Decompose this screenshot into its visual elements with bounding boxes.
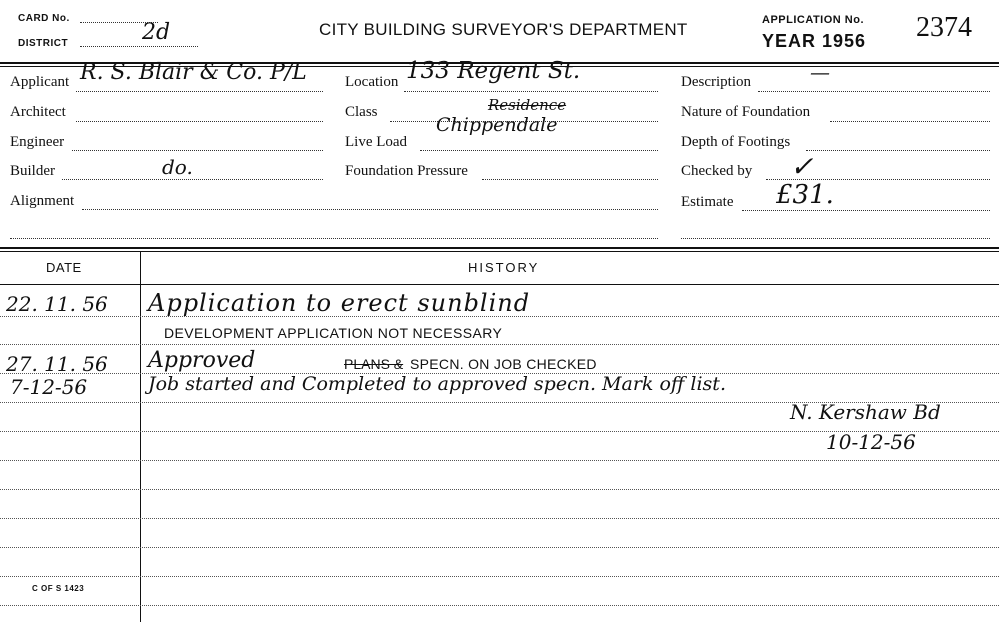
alignment-line bbox=[82, 209, 658, 210]
entry-text-printed: DEVELOPMENT APPLICATION NOT NECESSARY bbox=[164, 325, 503, 341]
description-line bbox=[758, 91, 990, 92]
location-value: 133 Regent St. bbox=[406, 58, 581, 84]
entry-text-struck: PLANS & bbox=[344, 356, 404, 372]
applicant-line bbox=[76, 91, 323, 92]
card-no-label: CARD No. bbox=[18, 13, 70, 24]
form-code: C OF S 1423 bbox=[32, 584, 85, 593]
location-line bbox=[404, 91, 658, 92]
class-value: Chippendale bbox=[436, 114, 558, 136]
estimate-value: £31. bbox=[776, 180, 834, 210]
architect-label: Architect bbox=[10, 104, 66, 120]
application-no-value: 2374 bbox=[916, 12, 972, 43]
builder-label: Builder bbox=[10, 163, 55, 179]
depth-of-footings-label: Depth of Footings bbox=[681, 134, 791, 150]
history-line bbox=[0, 576, 999, 577]
alignment-label: Alignment bbox=[10, 193, 75, 209]
history-line bbox=[0, 547, 999, 548]
estimate-line bbox=[742, 210, 990, 211]
description-value: — bbox=[810, 60, 830, 84]
date-header: DATE bbox=[46, 260, 82, 275]
history-header: HISTORY bbox=[468, 260, 540, 275]
class-value-struck: Residence bbox=[488, 96, 567, 114]
entry-date: 22. 11. 56 bbox=[6, 292, 108, 316]
entry-text-handwritten: Approved bbox=[148, 348, 256, 373]
history-line bbox=[0, 489, 999, 490]
signature-date: 10-12-56 bbox=[826, 430, 916, 454]
signature: N. Kershaw Bd bbox=[790, 400, 941, 424]
date-column-divider bbox=[140, 251, 141, 622]
builder-line bbox=[62, 179, 323, 180]
engineer-label: Engineer bbox=[10, 134, 65, 150]
applicant-label: Applicant bbox=[10, 74, 70, 90]
live-load-label: Live Load bbox=[345, 134, 408, 150]
nature-of-foundation-label: Nature of Foundation bbox=[681, 104, 811, 120]
entry-text: Job started and Completed to approved specn. Mark off list. bbox=[148, 373, 726, 395]
history-line bbox=[0, 344, 999, 345]
district-value: 2d bbox=[142, 20, 171, 45]
applicant-value: R. S. Blair & Co. P/L bbox=[80, 60, 307, 85]
entry-text-printed: SPECN. ON JOB CHECKED bbox=[410, 356, 597, 372]
year-label: YEAR 1956 bbox=[762, 31, 867, 51]
history-line bbox=[0, 605, 999, 606]
history-header-rule bbox=[0, 284, 999, 285]
entry-text: Application to erect sunblind bbox=[148, 289, 531, 317]
history-line bbox=[0, 460, 999, 461]
checked-by-value: ✓ bbox=[790, 150, 814, 183]
estimate-label: Estimate bbox=[681, 194, 734, 210]
district-line bbox=[80, 46, 198, 47]
location-label: Location bbox=[345, 74, 399, 90]
blank-line bbox=[10, 238, 658, 239]
history-rule-top2 bbox=[0, 251, 999, 252]
department-title: CITY BUILDING SURVEYOR'S DEPARTMENT bbox=[319, 20, 688, 39]
foundation-pressure-label: Foundation Pressure bbox=[345, 163, 468, 179]
depth-of-footings-line bbox=[806, 150, 990, 151]
builder-value: do. bbox=[162, 155, 193, 179]
live-load-line bbox=[420, 150, 658, 151]
entry-date: 7-12-56 bbox=[10, 375, 88, 399]
description-label: Description bbox=[681, 74, 751, 90]
history-rule-top bbox=[0, 247, 999, 249]
class-label: Class bbox=[345, 104, 378, 120]
district-label: DISTRICT bbox=[18, 38, 69, 49]
application-no-label: APPLICATION No. bbox=[762, 14, 865, 26]
history-line bbox=[0, 518, 999, 519]
architect-line bbox=[76, 121, 323, 122]
blank-line-right bbox=[681, 238, 990, 239]
checked-by-label: Checked by bbox=[681, 163, 753, 179]
entry-date: 27. 11. 56 bbox=[6, 352, 108, 376]
engineer-line bbox=[72, 150, 323, 151]
nature-of-foundation-line bbox=[830, 121, 990, 122]
foundation-pressure-line bbox=[482, 179, 658, 180]
